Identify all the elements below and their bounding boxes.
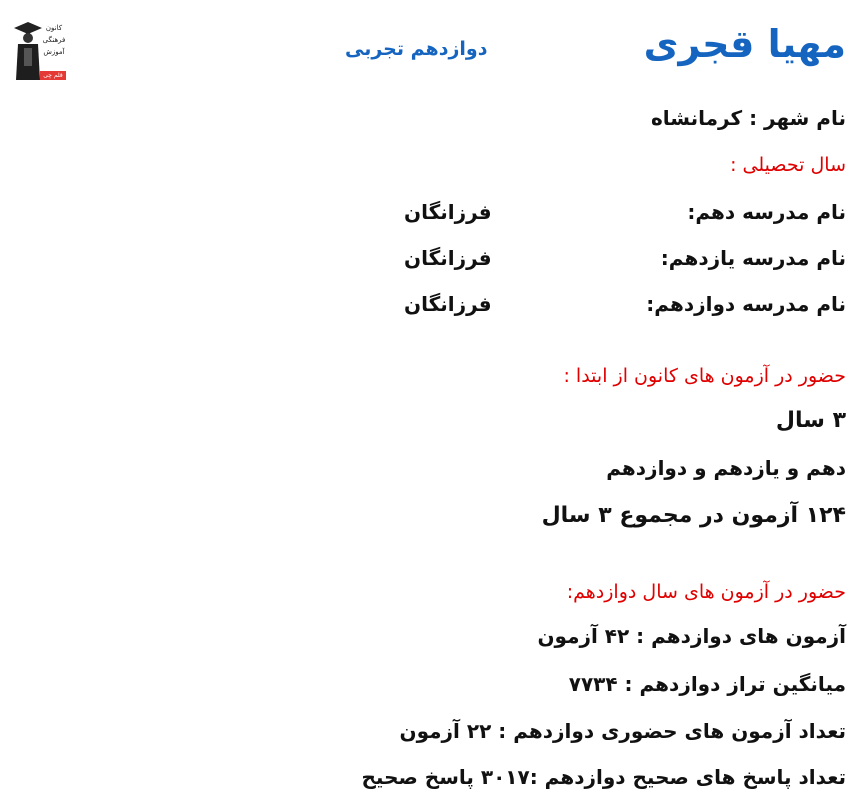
school-10-label: نام مدرسه دهم: bbox=[687, 200, 846, 224]
attendance-years: ۳ سال bbox=[775, 408, 846, 433]
school-10-value: فرزانگان bbox=[404, 200, 492, 224]
avg-taraz-12: میانگین تراز دوازدهم : ۷۷۳۴ bbox=[568, 672, 846, 696]
logo-line-3: آموزش bbox=[43, 48, 65, 56]
school-11-value: فرزانگان bbox=[404, 246, 492, 270]
in-person-exams-12: تعداد آزمون های حضوری دوازدهم : ۲۲ آزمون bbox=[399, 719, 846, 743]
school-12-label: نام مدرسه دوازدهم: bbox=[646, 292, 846, 316]
school-11-label: نام مدرسه یازدهم: bbox=[660, 246, 846, 270]
logo-line-1: کانون bbox=[45, 24, 63, 32]
attendance-all-heading: حضور در آزمون های کانون از ابتدا : bbox=[563, 365, 846, 387]
attendance-grades: دهم و یازدهم و دوازدهم bbox=[606, 456, 846, 480]
attendance-12-heading: حضور در آزمون های سال دوازدهم: bbox=[566, 581, 846, 603]
logo-line-2: فرهنگی bbox=[42, 36, 66, 44]
student-grade: دوازدهم تجربی bbox=[345, 38, 488, 60]
school-12-value: فرزانگان bbox=[404, 292, 492, 316]
correct-answers-12: تعداد پاسخ های صحیح دوازدهم :۳۰۱۷ پاسخ صحیح bbox=[361, 765, 846, 789]
city-line: نام شهر : کرمانشاه bbox=[650, 106, 846, 130]
kanoon-logo bbox=[10, 14, 68, 84]
logo-tag: قلم چی bbox=[43, 72, 63, 79]
student-name: مهیا قجری bbox=[643, 22, 846, 66]
academic-year-heading: سال تحصیلی : bbox=[730, 154, 846, 176]
exams-12: آزمون های دوازدهم : ۴۲ آزمون bbox=[537, 624, 846, 648]
attendance-total: ۱۲۴ آزمون در مجموع ۳ سال bbox=[541, 503, 846, 528]
